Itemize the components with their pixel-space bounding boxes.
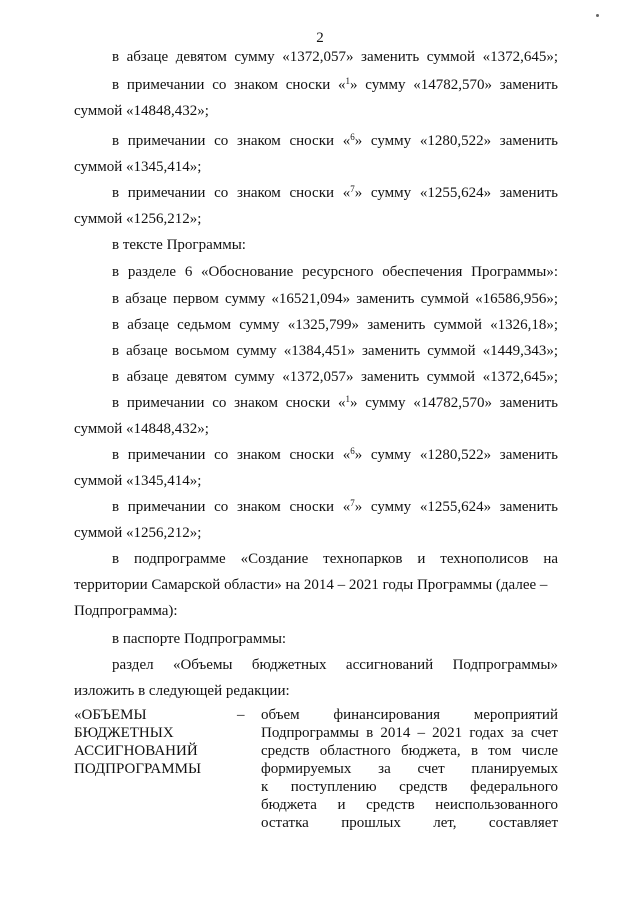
paragraph-3-pre: в примечании со знаком сноски « <box>112 133 351 149</box>
footnote-mark: 1 <box>345 394 351 404</box>
paragraph-7 <box>74 286 558 312</box>
description-line: средств областного бюджета, в том числе <box>261 743 558 759</box>
dash-separator: – <box>237 707 245 723</box>
description-line: бюджета и средств неиспользованного <box>261 797 558 813</box>
description-line: Подпрограммы в 2014 – 2021 годах за счет <box>261 725 558 741</box>
paragraph-16-line1: раздел «Объемы бюджетных ассигнований Подпрограммы» <box>112 657 558 673</box>
scan-speck <box>596 14 599 17</box>
paragraph-5-text: в тексте Программы: <box>112 237 246 253</box>
paragraph-15 <box>74 626 558 652</box>
description-line: формируемых за счет планируемых <box>261 761 558 777</box>
paragraph-9-text: в абзаце восьмом сумму «1384,451» заменить суммой «1449,343»; <box>112 343 558 359</box>
paragraph-14-line1: в подпрограмме «Создание технопарков и технополисов на <box>112 551 558 567</box>
paragraph-8 <box>74 312 558 338</box>
paragraph-13-post: » сумму «1255,624» заменить <box>354 499 558 515</box>
paragraph-6-text: в разделе 6 «Обоснование ресурсного обеспечения Программы»: <box>112 264 558 280</box>
footnote-mark: 6 <box>350 446 355 456</box>
paragraph-16 <box>74 652 558 704</box>
paragraph-12-line2: суммой «1345,414»; <box>74 473 202 489</box>
paragraph-4-post: » сумму «1255,624» заменить <box>354 185 558 201</box>
paragraph-13-line1 <box>74 494 558 520</box>
paragraph-4-line1 <box>74 180 558 206</box>
description-line: к поступлению средств федерального <box>261 779 558 795</box>
paragraph-3-line2: суммой «1345,414»; <box>74 159 202 175</box>
paragraph-14-line3: Подпрограмма): <box>74 603 178 619</box>
footnote-mark: 1 <box>345 76 351 86</box>
paragraph-14-line2: территории Самарской области» на 2014 – 2021 годы Программы (далее – <box>74 577 548 593</box>
paragraph-15-text: в паспорте Подпрограммы: <box>112 631 287 647</box>
section-description <box>261 706 558 832</box>
paragraph-12-pre: в примечании со знаком сноски « <box>112 447 351 463</box>
paragraph-11-line1 <box>74 390 558 416</box>
paragraph-4 <box>74 180 558 232</box>
paragraph-2-line2: суммой «14848,432»; <box>74 103 209 119</box>
paragraph-12 <box>74 442 558 494</box>
paragraph-12-line1 <box>74 442 558 468</box>
paragraph-5 <box>74 232 558 258</box>
paragraph-4-line2: суммой «1256,212»; <box>74 211 202 227</box>
description-line: объем финансирования мероприятий <box>261 707 558 723</box>
paragraph-11-pre: в примечании со знаком сноски « <box>112 395 346 411</box>
paragraph-3-post: » сумму «1280,522» заменить <box>354 133 558 149</box>
heading-line: ПОДПРОГРАММЫ <box>74 761 202 777</box>
paragraph-13 <box>74 494 558 546</box>
paragraph-13-line2: суммой «1256,212»; <box>74 525 202 541</box>
paragraph-3-line1 <box>74 128 558 154</box>
heading-line: АССИГНОВАНИЙ <box>74 743 198 759</box>
paragraph-7-text: в абзаце первом сумму «16521,094» заменить суммой «16586,956»; <box>112 291 558 307</box>
paragraph-2 <box>74 72 558 124</box>
paragraph-10-text: в абзаце девятом сумму «1372,057» заменить суммой «1372,645»; <box>112 369 558 385</box>
paragraph-10 <box>74 364 558 390</box>
paragraph-13-pre: в примечании со знаком сноски « <box>112 499 351 515</box>
paragraph-2-post: » сумму «14782,570» заменить <box>350 77 558 93</box>
paragraph-11-line2: суммой «14848,432»; <box>74 421 209 437</box>
paragraph-1-text: в абзаце девятом сумму «1372,057» заменить суммой «1372,645»; <box>112 49 558 65</box>
section-heading <box>74 706 234 778</box>
paragraph-6 <box>74 259 558 285</box>
heading-line: «ОБЪЕМЫ <box>74 707 147 723</box>
description-line: остатка прошлых лет, составляет <box>261 815 558 831</box>
paragraph-11 <box>74 390 558 442</box>
paragraph-2-line1 <box>74 72 558 98</box>
paragraph-2-pre: в примечании со знаком сноски « <box>112 77 346 93</box>
paragraph-11-post: » сумму «14782,570» заменить <box>350 395 558 411</box>
paragraph-3 <box>74 128 558 180</box>
paragraph-9 <box>74 338 558 364</box>
paragraph-8-text: в абзаце седьмом сумму «1325,799» заменить суммой «1326,18»; <box>112 317 558 333</box>
footnote-mark: 7 <box>350 184 355 194</box>
paragraph-12-post: » сумму «1280,522» заменить <box>354 447 558 463</box>
paragraph-14 <box>74 546 558 624</box>
page-number: 2 <box>316 30 324 46</box>
footnote-mark: 6 <box>350 132 355 142</box>
footnote-mark: 7 <box>350 498 355 508</box>
paragraph-4-pre: в примечании со знаком сноски « <box>112 185 351 201</box>
paragraph-1 <box>74 44 558 70</box>
paragraph-16-line2: изложить в следующей редакции: <box>74 683 290 699</box>
heading-line: БЮДЖЕТНЫХ <box>74 725 174 741</box>
